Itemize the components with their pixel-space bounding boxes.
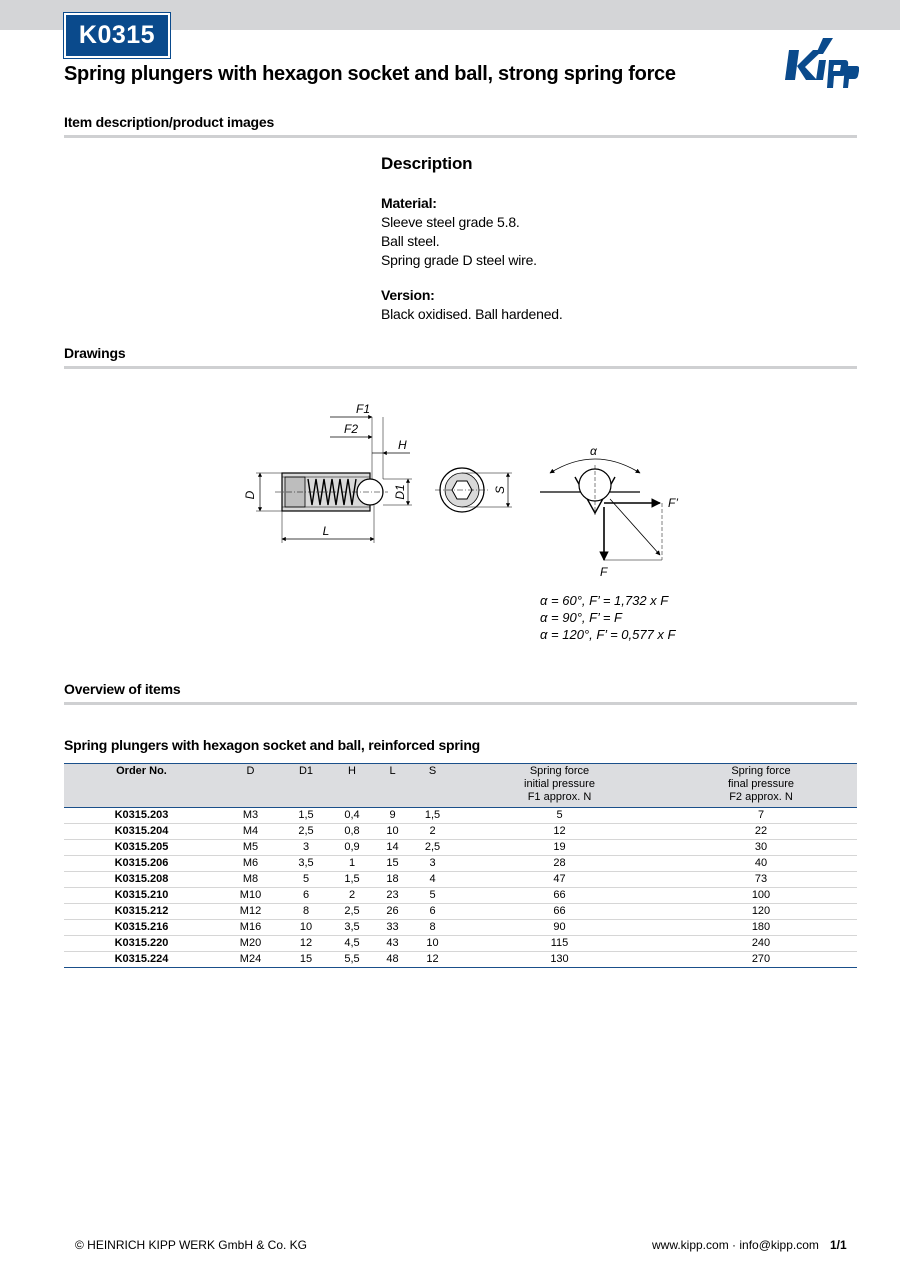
- table-cell: 1,5: [411, 808, 454, 824]
- order-number-cell: K0315.224: [64, 952, 219, 968]
- table-cell: 5: [282, 872, 330, 888]
- table-cell: 23: [374, 888, 411, 904]
- table-row: [64, 856, 857, 872]
- table-cell: 12: [454, 824, 665, 840]
- table-title: Spring plungers with hexagon socket and ball, reinforced spring: [64, 737, 481, 753]
- table-cell: 19: [454, 840, 665, 856]
- section-heading-overview: Overview of items: [64, 681, 181, 697]
- table-cell: 2,5: [330, 904, 374, 920]
- table-cell: 9: [374, 808, 411, 824]
- material-block: [381, 194, 537, 270]
- header-d1: D1: [298, 765, 314, 777]
- header-h: H: [348, 765, 356, 777]
- table-cell: 4: [411, 872, 454, 888]
- table-cell: M8: [219, 872, 282, 888]
- item-code-tab: K0315: [64, 13, 170, 58]
- table-cell: M20: [219, 936, 282, 952]
- table-cell: 5,5: [330, 952, 374, 968]
- table-cell: 14: [374, 840, 411, 856]
- dim-label-d1: D1: [393, 484, 407, 500]
- table-cell: 66: [454, 888, 665, 904]
- header-f1-line: Spring force: [529, 765, 590, 777]
- table-cell: 28: [454, 856, 665, 872]
- table-cell: 2: [330, 888, 374, 904]
- table-cell: 100: [665, 888, 857, 904]
- order-number-cell: K0315.204: [64, 824, 219, 840]
- table-row: [64, 840, 857, 856]
- order-number-cell: K0315.203: [64, 808, 219, 824]
- table-cell: 18: [374, 872, 411, 888]
- table-row: [64, 904, 857, 920]
- order-number-cell: K0315.206: [64, 856, 219, 872]
- table-cell: 1: [330, 856, 374, 872]
- table-cell: 8: [282, 904, 330, 920]
- table-cell: 120: [665, 904, 857, 920]
- kipp-logo: [783, 36, 859, 92]
- force-diagram: [540, 444, 678, 579]
- description-title: Description: [381, 154, 473, 173]
- footer-page-number: 1/1: [830, 1238, 847, 1252]
- table-cell: M3: [219, 808, 282, 824]
- header-order-no: Order No.: [116, 765, 167, 777]
- formula-line: α = 120°, F’ = 0,577 x F: [540, 627, 676, 642]
- table-cell: 115: [454, 936, 665, 952]
- header-f2-line: final pressure: [727, 778, 795, 790]
- table-cell: 3,5: [330, 920, 374, 936]
- table-cell: 5: [454, 808, 665, 824]
- page-title: Spring plungers with hexagon socket and ball, strong spring force: [64, 63, 676, 85]
- table-cell: 1,5: [282, 808, 330, 824]
- table-row: [64, 920, 857, 936]
- table-cell: 180: [665, 920, 857, 936]
- section-rule: [64, 702, 857, 705]
- material-line: Sleeve steel grade 5.8.: [381, 214, 520, 230]
- version-block: [381, 286, 563, 324]
- table-cell: 6: [411, 904, 454, 920]
- table-cell: 30: [665, 840, 857, 856]
- plunger-end-view: [435, 468, 490, 512]
- table-row: [64, 824, 857, 840]
- force-label-f-prime: F’: [668, 496, 678, 510]
- table-cell: 12: [282, 936, 330, 952]
- force-label-f: F: [600, 565, 608, 579]
- header-l: L: [389, 765, 396, 777]
- table-cell: 33: [374, 920, 411, 936]
- table-cell: M6: [219, 856, 282, 872]
- table-cell: 12: [411, 952, 454, 968]
- table-cell: 3,5: [282, 856, 330, 872]
- table-cell: M16: [219, 920, 282, 936]
- table-cell: 2: [411, 824, 454, 840]
- order-number-cell: K0315.212: [64, 904, 219, 920]
- table-row: [64, 888, 857, 904]
- table-cell: 47: [454, 872, 665, 888]
- section-rule: [64, 366, 857, 369]
- table-cell: 6: [282, 888, 330, 904]
- table-cell: 8: [411, 920, 454, 936]
- table-cell: 22: [665, 824, 857, 840]
- force-formulas: [540, 592, 675, 643]
- header-d: D: [246, 765, 255, 777]
- table-cell: 3: [282, 840, 330, 856]
- table-cell: 10: [374, 824, 411, 840]
- footer-copyright: © HEINRICH KIPP WERK GmbH & Co. KG: [75, 1238, 307, 1252]
- material-line: Spring grade D steel wire.: [381, 252, 537, 268]
- items-table: [64, 763, 857, 968]
- angle-label-alpha: α: [590, 444, 597, 458]
- table-cell: M5: [219, 840, 282, 856]
- plunger-side-view: [275, 473, 388, 511]
- version-line: Black oxidised. Ball hardened.: [381, 306, 563, 322]
- table-cell: 10: [282, 920, 330, 936]
- table-cell: 0,8: [330, 824, 374, 840]
- header-f2-line: F2 approx. N: [729, 791, 793, 803]
- material-label: Material:: [381, 195, 437, 211]
- dim-label-f2: F2: [344, 422, 359, 436]
- table-cell: 240: [665, 936, 857, 952]
- dim-label-d: D: [243, 490, 257, 500]
- table-cell: 66: [454, 904, 665, 920]
- formula-line: α = 90°, F’ = F: [540, 610, 622, 625]
- table-cell: M10: [219, 888, 282, 904]
- order-number-cell: K0315.220: [64, 936, 219, 952]
- table-cell: 1,5: [330, 872, 374, 888]
- dim-label-f1: F1: [356, 402, 371, 416]
- material-line: Ball steel.: [381, 233, 440, 249]
- dim-label-h: H: [398, 438, 407, 452]
- formula-line: α = 60°, F’ = 1,732 x F: [540, 593, 669, 608]
- table-cell: 5: [411, 888, 454, 904]
- table-cell: 2,5: [282, 824, 330, 840]
- version-label: Version:: [381, 287, 435, 303]
- table-cell: M12: [219, 904, 282, 920]
- table-row: [64, 872, 857, 888]
- footer-contact[interactable]: www.kipp.com · info@kipp.com: [652, 1238, 819, 1252]
- table-cell: 0,9: [330, 840, 374, 856]
- table-cell: 73: [665, 872, 857, 888]
- header-f2: [665, 764, 857, 808]
- order-number-cell: K0315.210: [64, 888, 219, 904]
- table-cell: 7: [665, 808, 857, 824]
- table-cell: M24: [219, 952, 282, 968]
- header-f2-line: Spring force: [731, 765, 791, 777]
- logo-text: Kipp: [783, 36, 786, 37]
- table-row: [64, 936, 857, 952]
- table-cell: 15: [374, 856, 411, 872]
- order-number-cell: K0315.208: [64, 872, 219, 888]
- order-number-cell: K0315.205: [64, 840, 219, 856]
- table-cell: 43: [374, 936, 411, 952]
- table-cell: 4,5: [330, 936, 374, 952]
- table-header-row: [64, 764, 857, 808]
- table-cell: 3: [411, 856, 454, 872]
- section-rule: [64, 135, 857, 138]
- section-heading-item-description: Item description/product images: [64, 114, 275, 130]
- table-cell: 0,4: [330, 808, 374, 824]
- dim-label-l: L: [322, 524, 330, 538]
- dim-label-s: S: [493, 485, 507, 495]
- table-cell: 90: [454, 920, 665, 936]
- table-row: [64, 952, 857, 968]
- table-cell: 15: [282, 952, 330, 968]
- table-cell: 10: [411, 936, 454, 952]
- section-heading-drawings: Drawings: [64, 345, 126, 361]
- header-s: S: [428, 765, 437, 777]
- table-cell: 48: [374, 952, 411, 968]
- order-number-cell: K0315.216: [64, 920, 219, 936]
- header-f1-line: F1 approx. N: [527, 791, 592, 803]
- header-f1-line: initial pressure: [524, 778, 595, 790]
- table-cell: 40: [665, 856, 857, 872]
- table-cell: 130: [454, 952, 665, 968]
- table-cell: M4: [219, 824, 282, 840]
- table-cell: 2,5: [411, 840, 454, 856]
- table-cell: 270: [665, 952, 857, 968]
- table-cell: 26: [374, 904, 411, 920]
- table-row: [64, 808, 857, 824]
- header-f1: [454, 764, 665, 808]
